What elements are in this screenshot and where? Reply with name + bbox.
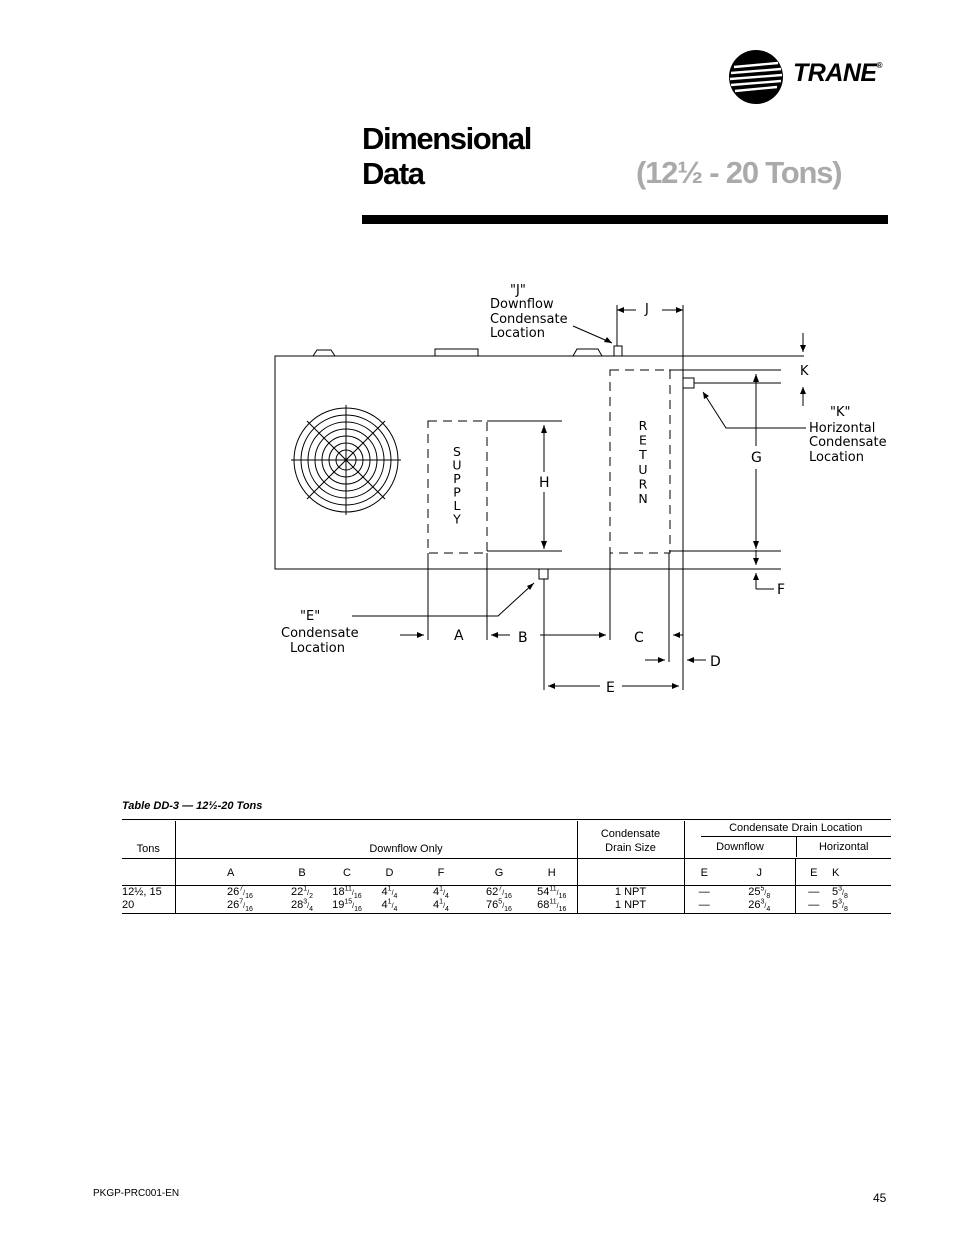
- header-cond-size-line1: Condensate: [600, 828, 661, 840]
- page-number: 45: [873, 1191, 887, 1205]
- cell-hz-e: —: [795, 886, 832, 899]
- dim-a: A: [454, 628, 464, 644]
- dimension-table: [122, 819, 891, 914]
- cell-b: $28^3/_4$: [278, 899, 326, 914]
- table-row: [122, 899, 891, 914]
- page-title-line2: Data: [362, 156, 424, 191]
- page-title-line1: Dimensional: [362, 121, 531, 156]
- col-hz-k: K: [832, 859, 891, 886]
- return-label-letter: N: [638, 491, 648, 506]
- cell-c: $19^{15}/_{16}$: [326, 899, 368, 914]
- return-label-letter: U: [638, 461, 648, 477]
- supply-label-letter: S: [453, 444, 461, 459]
- col-a: A: [227, 859, 278, 886]
- dim-k: K: [800, 364, 809, 379]
- top-bump-1: [313, 350, 335, 356]
- cell-h: $54^{11}/_{16}$: [527, 886, 577, 899]
- j-callout-line2: Condensate: [490, 312, 568, 327]
- cell-d: $4^1/_4$: [368, 886, 411, 899]
- j-callout-line1: Downflow: [490, 297, 554, 312]
- cell-c: $18^{11}/_{16}$: [326, 886, 368, 899]
- dim-j: J: [645, 302, 649, 317]
- col-h: H: [527, 859, 577, 886]
- cell-size: 1 NPT: [577, 899, 684, 914]
- header-downflow-only: Downflow Only: [175, 821, 577, 859]
- cell-dn-j: $26^3/_4$: [724, 899, 795, 914]
- cell-dn-j: $25^5/_8$: [724, 886, 795, 899]
- return-label-letter: R: [638, 476, 648, 492]
- col-hz-e: E: [795, 859, 832, 886]
- col-d: D: [368, 859, 411, 886]
- header-downflow: Downflow: [716, 840, 764, 853]
- cell-h: $68^{11}/_{16}$: [527, 899, 577, 914]
- supply-label-letter: Y: [453, 511, 461, 527]
- cell-f: $4^1/_4$: [411, 899, 471, 914]
- doc-id: PKGP-PRC001-EN: [93, 1188, 180, 1199]
- header-horizontal: Horizontal: [796, 837, 892, 857]
- e-callout-line1: Condensate: [281, 626, 359, 641]
- dim-c: C: [634, 630, 644, 646]
- k-callout-line2: Condensate: [809, 435, 887, 450]
- cell-f: $4^1/_4$: [411, 886, 471, 899]
- col-g: G: [471, 859, 527, 886]
- supply-label-letter: P: [453, 484, 461, 500]
- supply-label-letter: P: [453, 471, 461, 486]
- dim-b: B: [518, 630, 528, 646]
- header-cond-size-line2: Drain Size: [605, 842, 656, 854]
- cell-hz-k: $5^3/_8$: [832, 886, 891, 899]
- dim-h: H: [539, 475, 550, 491]
- dim-f: F: [777, 582, 786, 598]
- k-condensate-stub: [683, 378, 694, 388]
- dim-e: E: [606, 680, 615, 696]
- header-condensate-location: Condensate Drain Location: [701, 821, 892, 837]
- col-dn-e: E: [684, 859, 724, 886]
- table-row: [122, 886, 891, 899]
- j-callout-line3: Location: [490, 326, 545, 341]
- e-condensate-stub: [539, 569, 548, 579]
- cell-d: $4^1/_4$: [368, 899, 411, 914]
- k-callout-line1: Horizontal: [809, 421, 876, 436]
- cell-dn-e: —: [684, 886, 724, 899]
- e-callout-mark: "E": [300, 609, 321, 624]
- supply-label-letter: U: [452, 457, 462, 473]
- cell-a: $26^7/_{16}$: [227, 899, 278, 914]
- return-label: [638, 418, 648, 506]
- col-f: F: [411, 859, 471, 886]
- cell-b: $22^1/_2$: [278, 886, 326, 899]
- j-condensate-stub: [614, 346, 622, 356]
- col-dn-j: J: [724, 859, 795, 886]
- dim-d: D: [710, 654, 721, 670]
- supply-label-letter: L: [453, 498, 461, 513]
- top-bump-3: [573, 349, 602, 356]
- return-label-letter: E: [639, 432, 647, 448]
- cell-dn-e: —: [684, 899, 724, 914]
- cell-g: $76^5/_{16}$: [471, 899, 527, 914]
- col-b: B: [278, 859, 326, 886]
- header-tons: Tons: [136, 843, 160, 855]
- return-label-letter: T: [639, 447, 647, 463]
- table-caption: Table DD-3 — 12½-20 Tons: [122, 800, 263, 812]
- header-condensate-size: [577, 821, 684, 859]
- cell-tons: 12½, 15: [122, 886, 175, 899]
- dim-g: G: [751, 450, 762, 466]
- j-callout-mark: "J": [510, 283, 526, 298]
- cell-a: $26^7/_{16}$: [227, 886, 278, 899]
- k-callout-line3: Location: [809, 450, 864, 465]
- cell-tons: 20: [122, 899, 175, 914]
- top-bump-2: [435, 349, 478, 356]
- cell-size: 1 NPT: [577, 886, 684, 899]
- e-callout-line2: Location: [290, 641, 345, 656]
- supply-label: [452, 444, 461, 527]
- k-callout-mark: "K": [830, 405, 851, 420]
- fan-guard: [291, 405, 401, 515]
- return-label-letter: R: [638, 418, 648, 433]
- brand-name: TRANE®: [793, 59, 883, 87]
- page-subtitle-range: (12½ - 20 Tons): [636, 155, 842, 190]
- cell-hz-k: $5^3/_8$: [832, 899, 891, 914]
- cell-hz-e: —: [795, 899, 832, 914]
- col-c: C: [326, 859, 368, 886]
- cell-g: $62^7/_{16}$: [471, 886, 527, 899]
